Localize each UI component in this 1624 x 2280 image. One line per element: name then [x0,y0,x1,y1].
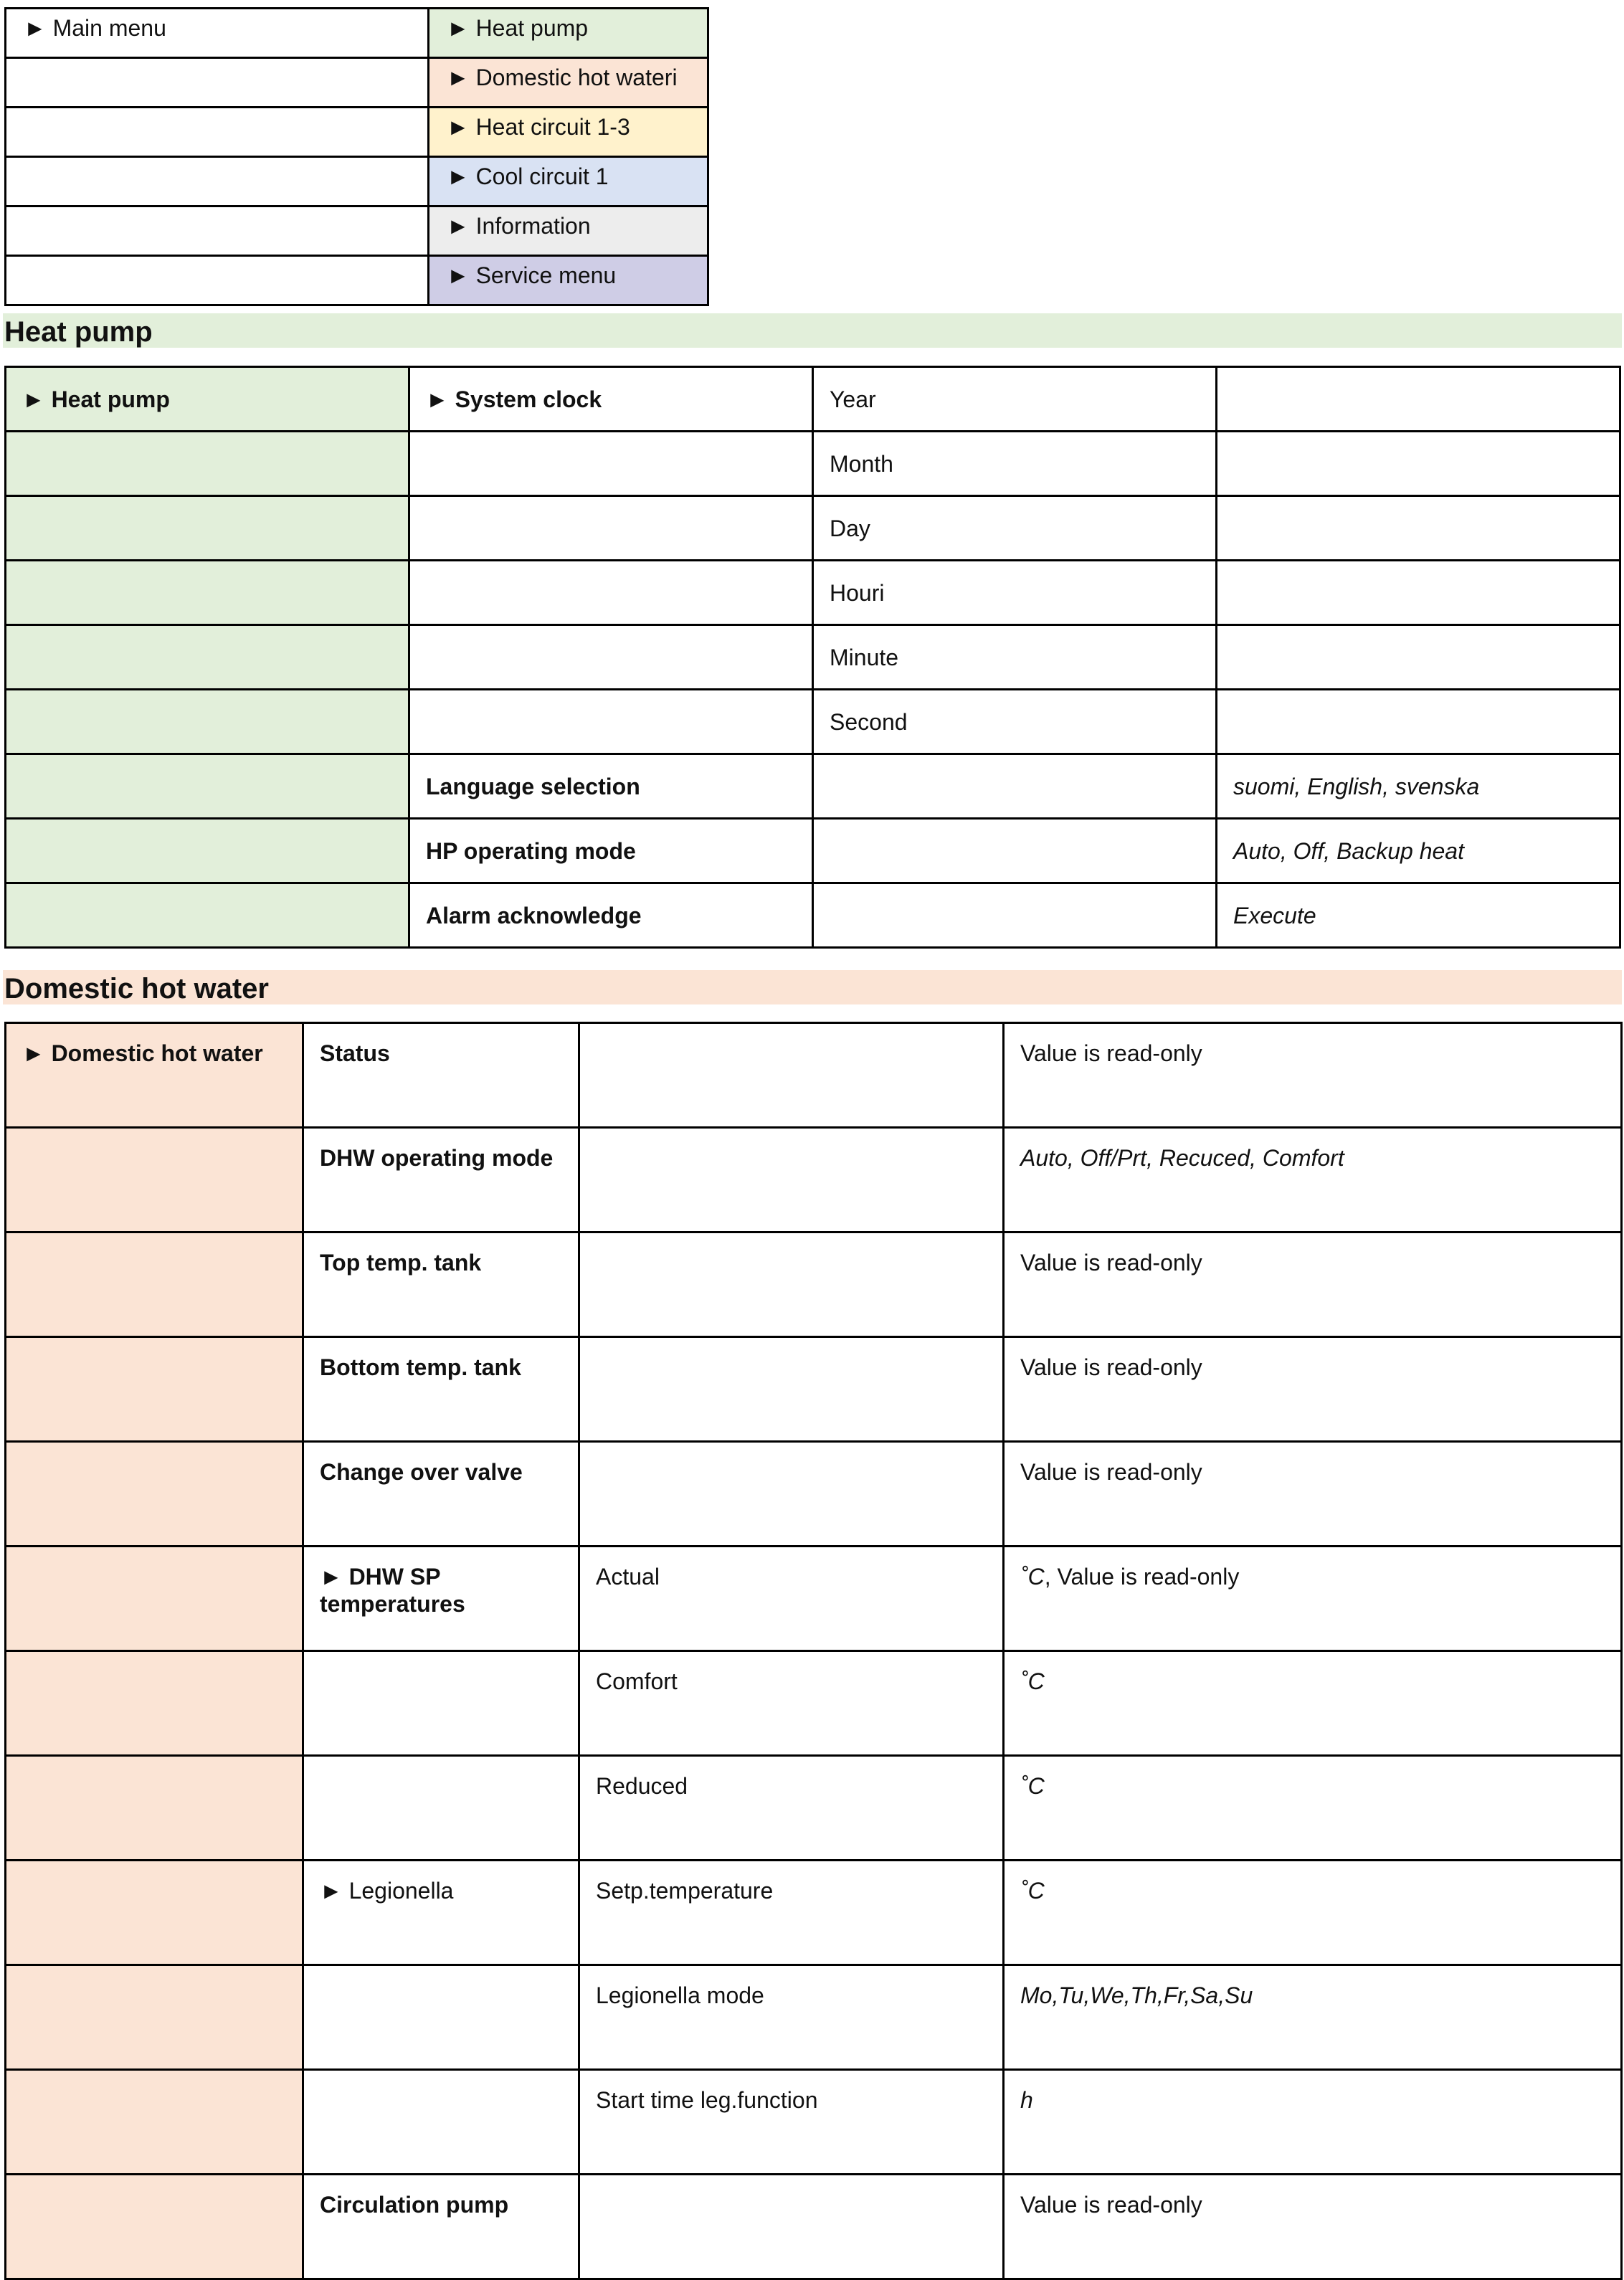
setting-values [1004,1547,1622,1651]
read-only-note: , Value is read-only [1044,1564,1240,1590]
sub-setting-name[interactable]: Second [813,690,1217,754]
section-side-cell [6,1756,303,1861]
table-row [6,1232,1622,1337]
section-side-cell [6,561,409,625]
heat-pump-table [4,366,1621,949]
setting-name[interactable]: Top temp. tank [303,1232,579,1337]
section-side-cell [6,690,409,754]
section-side-cell [6,754,409,819]
setting-name[interactable]: Circulation pump [303,2175,579,2279]
empty-cell [409,432,813,496]
empty-cell [1217,367,1620,432]
section-side-cell [6,883,409,948]
empty-cell [1217,496,1620,561]
section-side-cell [6,1442,303,1547]
empty-cell [579,1023,1004,1128]
section-side-cell [6,1861,303,1965]
setting-values: Value is read-only [1004,1337,1622,1442]
setting-name[interactable]: ► System clock [409,367,813,432]
section-side-cell [6,1232,303,1337]
setting-name[interactable]: Alarm acknowledge [409,883,813,948]
setting-values: suomi, English, svenska [1217,754,1620,819]
section-title: Heat pump [4,316,153,348]
sub-setting-name[interactable]: Start time leg.function [579,2070,1004,2175]
setting-name[interactable]: HP operating mode [409,819,813,883]
setting-values: Value is read-only [1004,1023,1622,1128]
table-row [6,883,1620,948]
domestic-hot-water-menu-label[interactable]: ► Domestic hot water [6,1023,303,1128]
section-side-cell [6,819,409,883]
section-side-cell [6,625,409,690]
section-side-cell [6,496,409,561]
sub-setting-name[interactable]: Minute [813,625,1217,690]
table-row [6,2070,1622,2175]
table-row [6,1965,1622,2070]
sub-setting-name[interactable]: Legionella mode [579,1965,1004,2070]
domestic-hot-water-table [4,1022,1623,2280]
sub-setting-name[interactable]: Reduced [579,1756,1004,1861]
setting-values: Value is read-only [1004,1232,1622,1337]
empty-cell [303,1756,579,1861]
sub-setting-name[interactable]: Year [813,367,1217,432]
table-row [6,432,1620,496]
setting-values: Value is read-only [1004,2175,1622,2279]
setting-values: ˚C [1004,1756,1622,1861]
menu-empty-cell [6,58,429,108]
table-row [6,1861,1622,1965]
section-side-cell [6,2175,303,2279]
setting-values: ˚C [1004,1861,1622,1965]
menu-empty-cell [6,256,429,305]
setting-values: Auto, Off/Prt, Recuced, Comfort [1004,1128,1622,1232]
heat-pump-menu-label[interactable]: ► Heat pump [6,367,409,432]
menu-item-information[interactable]: ► Information [429,206,708,256]
empty-cell [813,883,1217,948]
table-row [6,1756,1622,1861]
menu-empty-cell [6,206,429,256]
menu-item-cool-circuit[interactable]: ► Cool circuit 1 [429,157,708,206]
setting-values: Auto, Off, Backup heat [1217,819,1620,883]
table-row [6,496,1620,561]
domestic-hot-water-section-header [3,970,1622,1004]
menu-empty-cell [6,157,429,206]
section-side-cell [6,432,409,496]
table-row [6,690,1620,754]
setting-name[interactable]: Bottom temp. tank [303,1337,579,1442]
table-row [6,1442,1622,1547]
section-side-cell [6,1128,303,1232]
table-row [6,625,1620,690]
table-row [6,819,1620,883]
empty-cell [579,1232,1004,1337]
empty-cell [409,690,813,754]
sub-setting-name[interactable]: Houri [813,561,1217,625]
menu-item-service-menu[interactable]: ► Service menu [429,256,708,305]
empty-cell [1217,432,1620,496]
setting-values: Value is read-only [1004,1442,1622,1547]
sub-setting-name[interactable]: Day [813,496,1217,561]
setting-name[interactable]: Language selection [409,754,813,819]
menu-item-domestic-hot-water[interactable]: ► Domestic hot wateri [429,58,708,108]
empty-cell [1217,690,1620,754]
table-row [6,754,1620,819]
section-side-cell [6,1965,303,2070]
section-side-cell [6,2070,303,2175]
empty-cell [579,1337,1004,1442]
unit-label: ˚C [1020,1564,1045,1590]
empty-cell [579,2175,1004,2279]
sub-setting-name[interactable]: Comfort [579,1651,1004,1756]
setting-values: Mo,Tu,We,Th,Fr,Sa,Su [1004,1965,1622,2070]
section-side-cell [6,1337,303,1442]
setting-name[interactable]: Status [303,1023,579,1128]
empty-cell [813,754,1217,819]
empty-cell [579,1442,1004,1547]
main-menu-root[interactable]: ► Main menu [6,9,429,58]
sub-setting-name[interactable]: Month [813,432,1217,496]
table-row [6,1023,1622,1128]
menu-item-heat-circuit[interactable]: ► Heat circuit 1-3 [429,108,708,157]
empty-cell [409,561,813,625]
setting-name[interactable]: ► DHW SP temperatures [303,1547,579,1651]
heat-pump-section-header [3,313,1622,348]
table-row [6,1547,1622,1651]
section-side-cell [6,1547,303,1651]
empty-cell [303,2070,579,2175]
section-side-cell [6,1651,303,1756]
section-title: Domestic hot water [4,973,269,1004]
empty-cell [1217,561,1620,625]
empty-cell [1217,625,1620,690]
sub-setting-name[interactable]: Setp.temperature [579,1861,1004,1965]
setting-name[interactable]: Change over valve [303,1442,579,1547]
empty-cell [409,496,813,561]
table-row [6,367,1620,432]
empty-cell [409,625,813,690]
table-row [6,1337,1622,1442]
setting-values: Execute [1217,883,1620,948]
empty-cell [303,1965,579,2070]
setting-values: h [1004,2070,1622,2175]
empty-cell [579,1128,1004,1232]
menu-empty-cell [6,108,429,157]
sub-setting-name[interactable]: Actual [579,1547,1004,1651]
setting-name[interactable]: ► Legionella [303,1861,579,1965]
setting-name[interactable]: DHW operating mode [303,1128,579,1232]
menu-item-heat-pump[interactable]: ► Heat pump [429,9,708,58]
table-row [6,1651,1622,1756]
main-menu-table [4,7,709,306]
table-row [6,1128,1622,1232]
table-row [6,561,1620,625]
table-row [6,2175,1622,2279]
empty-cell [813,819,1217,883]
empty-cell [303,1651,579,1756]
setting-values: ˚C [1004,1651,1622,1756]
